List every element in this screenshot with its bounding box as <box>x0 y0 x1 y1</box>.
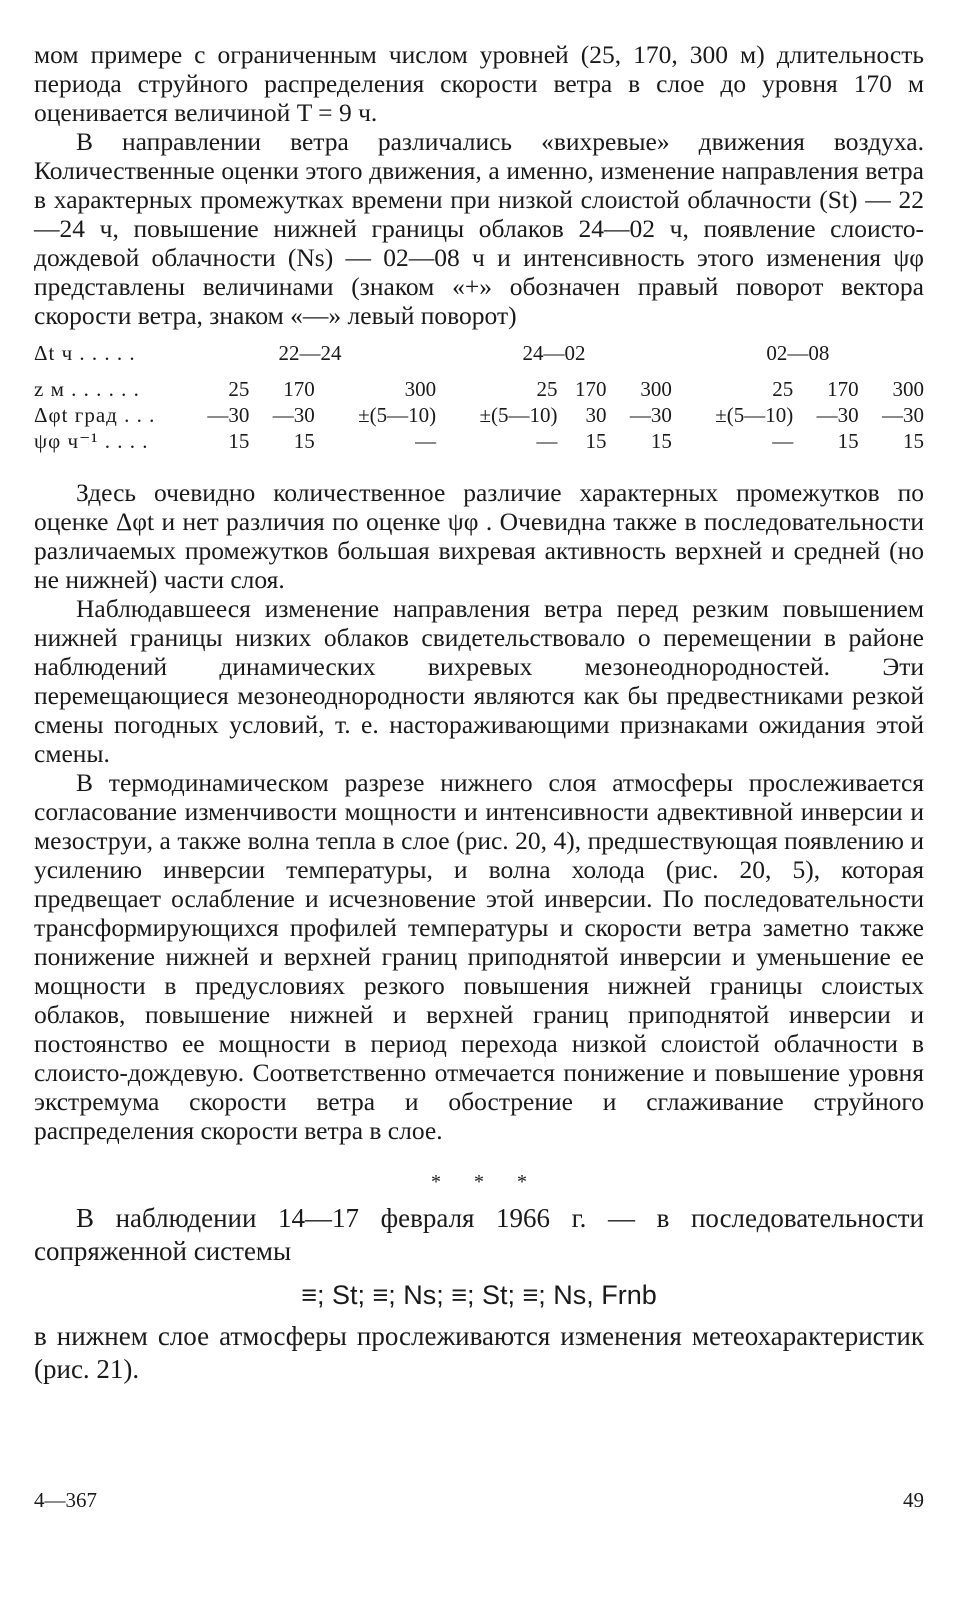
table-cell: ±(5—10) <box>358 403 437 427</box>
wind-direction-table <box>34 338 924 454</box>
table-cell: 300 <box>404 377 437 401</box>
row-label: z м . . . . . . <box>34 377 140 401</box>
table-header-row <box>34 338 924 368</box>
table-cell: 300 <box>892 377 924 401</box>
paragraph-1: мом примере с ограниченным числом уровней (25, 170, 300 м) длительность периода струйного распределения скорости ветра в слое до уровня 170 м оценивается величиной T = 9 ч. <box>34 40 924 127</box>
table-row <box>34 428 924 454</box>
table-cell: — <box>415 429 437 453</box>
table-cell: 170 <box>827 377 859 401</box>
table-cell: 15 <box>837 429 859 453</box>
table-cell: 30 <box>585 403 607 427</box>
table-cell: — <box>536 429 558 453</box>
table-cell: 15 <box>903 429 924 453</box>
row-label: ψφ ч⁻¹ . . . . <box>34 429 149 453</box>
paragraph-5: В термодинамическом разрезе нижнего слоя атмосферы прослеживается согласование изменчивости мощности и интенсивности адвективной инверсии и мезоструи, а также волна тепла в слое (рис. 20, 4), предшествующая появлению и усилению инверсии температуры, и волна холода (рис. 20, 5), которая предвещает ослабление и исчезновение этой инверсии. По последовательности трансформирующихся профилей температуры и скорости ветра заметно также понижение нижней и верхней границ приподнятой инверсии и уменьшение ее мощности в предусловиях резкого повышения нижней границы слоистых облаков, повышение нижней и верхней границ приподнятой инверсии и постоянство ее мощности в период перехода низкой слоистой облачности в слоисто-дождевую. Соответственно отмечается понижение и повышение уровня экстремума скорости ветра и обострение и сглаживание струйного распределения скорости ветра в слое. <box>34 768 924 1145</box>
table-cell: 170 <box>283 377 315 401</box>
table-cell: —30 <box>882 403 924 427</box>
table-cell: — <box>772 429 794 453</box>
table-cell: 15 <box>228 429 250 453</box>
page-body <box>34 40 924 1386</box>
row-label: Δφt град . . . <box>34 403 156 427</box>
paragraph-7: в нижнем слое атмосферы прослеживаются изменения метеохарактеристик (рис. 21). <box>34 1321 924 1384</box>
table-cell: ±(5—10) <box>479 403 558 427</box>
sequence-formula: ≡; St; ≡; Ns; ≡; St; ≡; Ns, Frnb <box>301 1280 657 1310</box>
table-row <box>34 402 924 428</box>
table-cell: —30 <box>629 403 672 427</box>
paragraph-4: Наблюдавшееся изменение направления ветра перед резким повышением нижней границы низких облаков свидетельствовало о перемещении в районе наблюдений динамических вихревых мезонеоднородностей. Эти перемещающиеся мезонеоднородности являются как бы предвестниками резкой смены погодных условий, т. е. настораживающими признаками ожидания этой смены. <box>34 594 924 768</box>
table-cell: 25 <box>772 377 794 401</box>
signature-mark: 4—367 <box>34 1488 97 1512</box>
table-row <box>34 376 924 402</box>
paragraph-2: В направлении ветра различались «вихревые» движения воздуха. Количественные оценки этого движения, а именно, изменение направления ветра в характерных промежутках времени при низкой слоистой облачности (St) — 22—24 ч, повышение нижней границы облаков 24—02 ч, появление слоисто-дождевой облачности (Ns) — 02—08 ч и интенсивность этого изменения ψφ представлены величинами (знаком «+» обозначен правый поворот вектора скорости ветра, знаком «—» левый поворот) <box>34 127 924 330</box>
table-cell: —30 <box>207 403 250 427</box>
period-header: 22—24 <box>278 341 342 365</box>
table-cell: 15 <box>293 429 315 453</box>
table-cell: —30 <box>816 403 859 427</box>
table-cell: 25 <box>536 377 558 401</box>
paragraph-3: Здесь очевидно количественное различие характерных промежутков по оценке Δφt и нет различия по оценке ψφ . Очевидна также в последовательности различаемых промежутков большая вихревая активность верхней и средней (но не нижней) части слоя. <box>34 478 924 594</box>
table-cell: —30 <box>272 403 315 427</box>
page-number: 49 <box>903 1488 924 1512</box>
table-header-label: Δt ч . . . . . <box>34 341 136 365</box>
period-header: 24—02 <box>522 341 586 365</box>
table-cell: 15 <box>650 429 672 453</box>
paragraph-6: В наблюдении 14—17 февраля 1966 г. — в последовательности сопряженной системы <box>34 1203 924 1266</box>
table-cell: 300 <box>640 377 672 401</box>
table-cell: ±(5—10) <box>715 403 794 427</box>
table-cell: 25 <box>228 377 250 401</box>
section-separator: * * * <box>431 1171 541 1193</box>
table-cell: 15 <box>585 429 607 453</box>
period-header: 02—08 <box>766 341 830 365</box>
table-cell: 170 <box>574 377 607 401</box>
